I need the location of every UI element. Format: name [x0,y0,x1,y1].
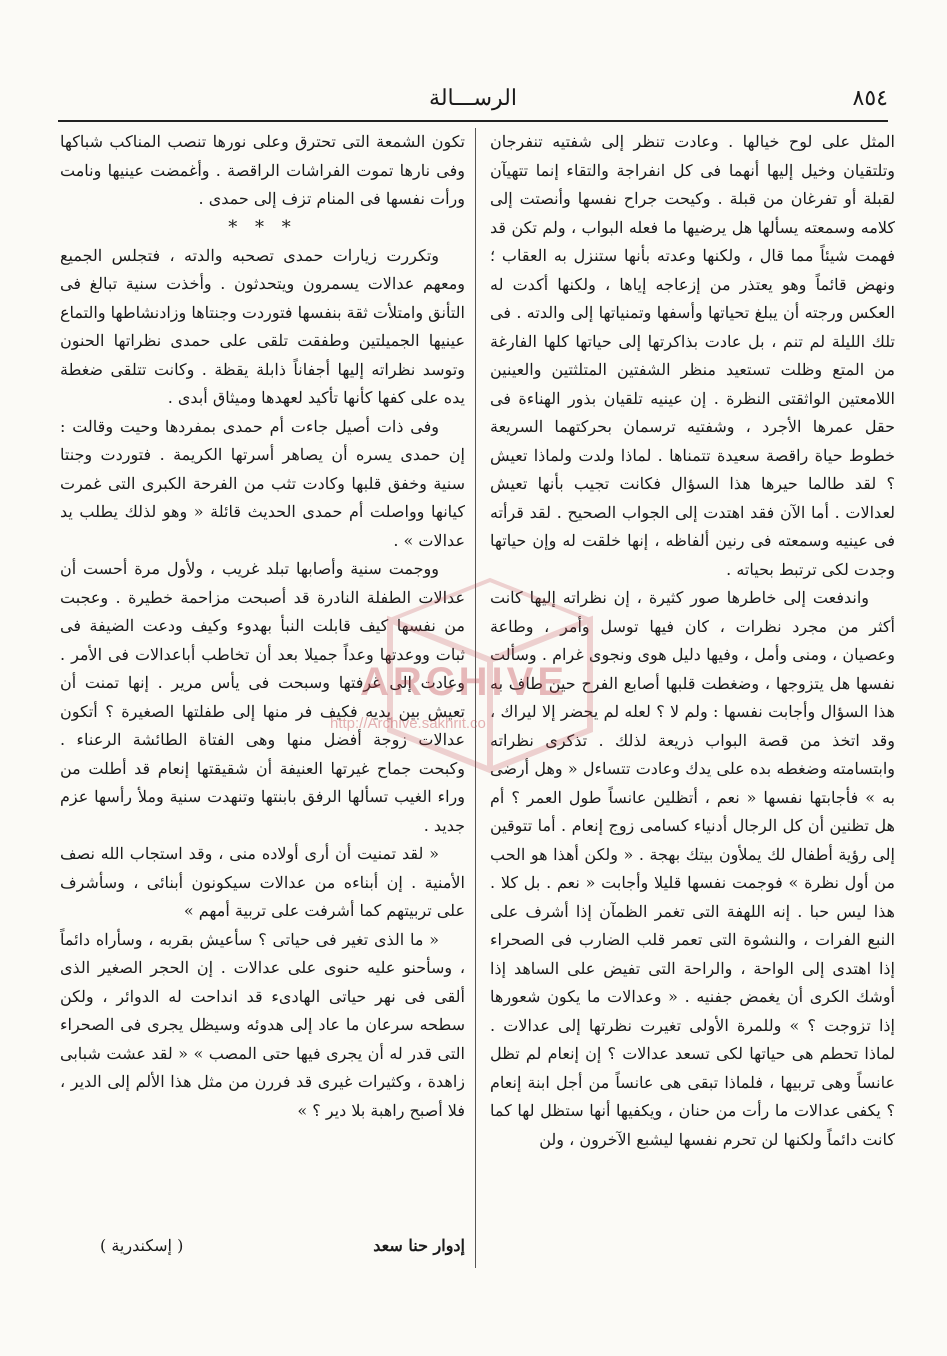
section-divider: * * * [228,216,297,238]
article-paragraph: « لقد تمنيت أن أرى أولاده منى ، وقد استجاب الله نصف الأمنية . إن أبناءه من عدالات سيكونون أبنائى ، وسأشرف على تربيتهم كما أشرفت على تربية أمهم » [60,844,465,920]
article-paragraph: تكون الشمعة التى تحترق وعلى نورها تنصب المناكب شباكها وفى نارها تموت الفراشات الراقصة . وأغمضت عينيها ونامت ورأت نفسها فى المنام تزف إلى حمدى . [60,132,465,208]
page-header [58,80,888,120]
article-paragraph: ووجمت سنية وأصابها تبلد غريب ، ولأول مرة أحست أن عدالات الطفلة النادرة قد أصبحت مزاحمة خطيرة . وعجبت من نفسها كيف قابلت النبأ بهدوء وكيف ودعت الضيفة فى ثبات ووعدتها وعداً جميلا بعد أن تخاطب أباعدالات فى الأمر . وعادت إلى غرفتها وسبحت فى يأس مرير . إنها تمنت أن تعيش بين يديه فكيف فر منها إلى طفلتها الصغيرة ؟ أتكون عدالات زوجة أفضل منها وهى الفتاة الطائشة الرعناء . وكبحت جماح غيرتها العنيفة أن شقيقتها إنعام قد أطلت من وراء الغيب تسألها الرفق بابنتها وتنهدت سنية وملأ رأسها عزم جديد . [60,559,465,835]
article-paragraph: واندفعت إلى خاطرها صور كثيرة ، إن نظراته إليها كانت أكثر من مجرد نظرات ، كان فيها توسل وأمر ، وطاعة وعصيان ، ومنى وأمل ، وفيها دليل هوى ونجوى غرام . وسألت نفسها هل يتزوجها ، وضغطت قلبها أصابع الفرح حين طاف به هذا السؤال وأجابت نفسها : ولم لا ؟ لعله لم يحضر إلا ليراك ، وقد اتخذ من قصة البواب ذريعة لذلك . تذكرى نظراته وابتسامته وضغطه بده على يدك وعادت تتساءل « وهل أرضى به » فأجابتها نفسها « نعم ، أتظلين عانساً طول العمر ؟ أم هل تظنين أن كل الرجال أدنياء كسامى زوج إنعام . أما تتوقين إلى رؤية أطفال لك يملأون بيتك بهجة . « ولكن أهذا هو الحب من أول نظرة » فوجمت نفسها قليلا وأجابت « نعم . بل كلا . هذا ليس حبا . إنه اللهفة التى تغمر الظمآن إذا أشرف على النبع الفرات ، والنشوة التى تعمر قلب الضارب فى الصحراء إذا اهتدى إلى الواحة ، والراحة التى تفيض على الساهد إذا أوشك الكرى أن يغمض جفنيه . « وعدالات ما يكون شعورها إذا تزوجت ؟ » وللمرة الأولى تغيرت نظرتها إلى عدالات . لماذا تحطم هى حياتها لكى تسعد عدالات ؟ إن إنعام لم تظل عانساً وهى تربيها ، فلماذا تبقى هى عانساً من أجل ابنة إنعام ؟ يكفى عدالات ما رأت من حنان ، ويكفيها أنها ستظل لها كما كانت دائماً ولكنها لن تحرم نفسها ليشبع الآخرون ، ولن [490,588,896,1149]
right-column [490,128,895,1154]
header-rule [58,120,888,122]
watermark-text: ARCHIVE [360,660,569,704]
author-name: إدوار حنا سعد [373,1236,465,1255]
left-column [60,128,465,1125]
article-paragraph: المثل على لوح خيالها . وعادت تنظر إلى شفتيه تنفرجان وتلتقيان وخيل إليها أنهما فى كل انفراجة والتقاء إنما تتهيآن لقبلة أو تفرغان من قبلة . وكيحت جراح نفسها وأنصتت إلى كلامه وسمعته يسألها هل يرضيها ما فعله البواب ، ولم تكن قد فهمت شيئاً مما قال ، ولكنها وعدته بأنها ستنزل به العقاب ؛ ونهض قائماً وهو يعتذر من إزعاجه إياها ، ولكنها أكدت له العكس ورجته أن يبلغ تحياتها وأسفها وتمنياتها إلى والدته . فى تلك الليلة لم تنم ، بل عادت بذاكرتها إلى حياتها كلها الفارغة من المتع وظلت تستعيد منظر الشفتين المتلثتين والعينين اللامعتين الواثقتى النظرة . إن عينيه تلقيان بذور الهناءة فى حقل عمرها الأجرد ، وشفتيه ترسمان بحركتهما السريعة خطوط حياة راقصة سعيدة تتمناها . لماذا ولدت ولماذا تعيش ؟ لقد طالما حيرها هذا السؤال فكانت تجيب بأنها تعيش لعدالات . أما الآن فقد اهتدت إلى الجواب الصحيح . لقد قرأته فى عينيه وسمعته فى رنين ألفاظه ، إنها خلقت له وإن حياتها وجدت لكى ترتبط بحياته . [490,132,895,579]
watermark-url: http://Archive.sakhrit.co [330,715,486,732]
article-paragraph: « ما الذى تغير فى حياتى ؟ سأعيش بقربه ، وسأراه دائماً ، وسأحنو عليه حنوى على عدالات . إن الحجر الصغير الذى ألقى فى نهر حياتى الهادىء قد انداحت له الدوائر ، ولكن سطحه سرعان ما عاد إلى هدوئه وسيظل يجرى فى الصحراء التى قدر له أن يجرى فيها حتى المصب » « لقد عشت شبابى زاهدة ، وكثيرات غيرى قد فررن من مثل هذا الألم إلى الدير ، فلا أصبح راهبة بلا دير ؟ » [60,929,465,1120]
article-paragraph: وفى ذات أصيل جاءت أم حمدى بمفردها وحيت وقالت : إن حمدى يسره أن يصاهر أسرتها الكريمة . فتوردت وجنتا سنية وخفق قلبها وكادت تثب من الفرحة الكبرى التى غمرت كيانها وواصلت أم حمدى الحديث قائلة « وهو لذلك يطلب يد عدالات » . [60,416,465,550]
journal-title: الرســـالة [429,86,517,111]
author-location: ( إسكندرية ) [100,1236,184,1255]
page-number: ٨٥٤ [852,86,888,111]
article-paragraph: وتكررت زيارات حمدى تصحبه والدته ، فتجلس الجميع ومعهم عدالات يسمرون ويتحدثون . وأخذت سنية تبالغ فى التأنق وامتلأت ثقة بنفسها فتوردت وجنتاها وزادنشاطها والتماع عينيها الجميلتين وطفقت تلقى على حمدى نظراتها الحنون وتوسد نظراته إليها أجفاناً ذابلة يقظة . وكانت تتلقى ضغطة يده على كفها كأنها تأكيد لعهدها وميثاق أبدى . [60,245,465,407]
article-signature [60,1236,465,1268]
